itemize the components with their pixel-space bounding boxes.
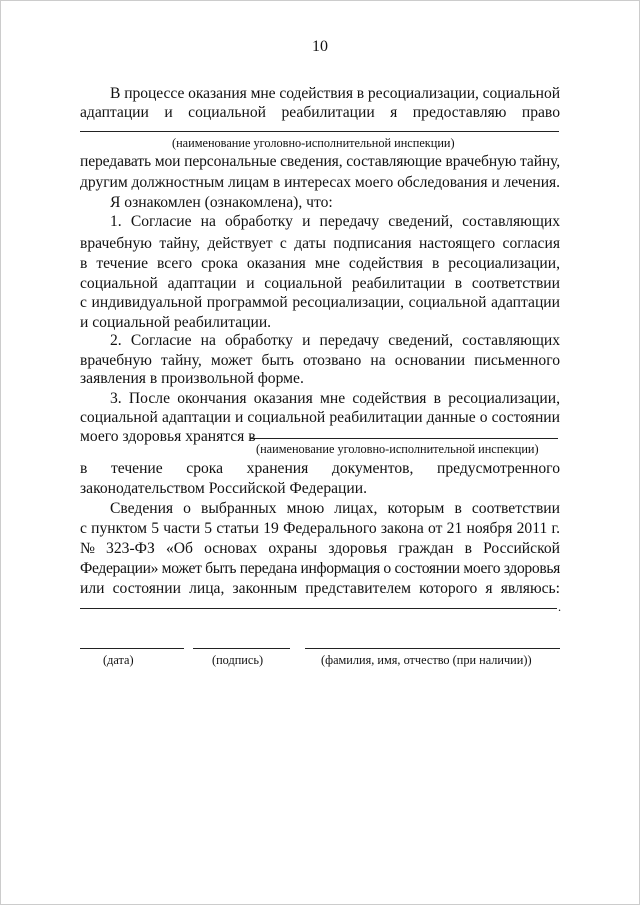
- date-field: [80, 648, 184, 649]
- text-line: 3. После окончания оказания мне содействия в ресоциализации,: [110, 390, 560, 407]
- text-line: передавать мои персональные сведения, составляющие врачебную тайну,: [80, 153, 560, 170]
- text-line: с индивидуальной программой ресоциализации, социальной адаптации: [80, 294, 560, 311]
- inspection-caption-1: (наименование уголовно-исполнительной инспекции): [172, 136, 455, 150]
- text-line: в течение всего срока оказания мне содействия в ресоциализации,: [80, 255, 560, 272]
- inspection-name-field-1: [80, 131, 559, 132]
- text-line: заявления в произвольной форме.: [80, 370, 304, 387]
- text-line: врачебную тайну, может быть отозвано на основании письменного: [80, 352, 560, 369]
- text-line: законодательством Российской Федерации.: [80, 480, 367, 497]
- text-line: или состоянии лица, законным представителем которого я являюсь:: [80, 580, 560, 597]
- text-line: В процессе оказания мне содействия в ресоциализации, социальной: [110, 85, 560, 102]
- text-line: 2. Согласие на обработку и передачу сведений, составляющих: [110, 332, 560, 349]
- date-caption: (дата): [103, 653, 134, 667]
- text-line: социальной адаптации и социальной реабилитации в соответствии: [80, 275, 560, 292]
- inspection-name-field-2: [250, 438, 558, 439]
- full-name-caption: (фамилия, имя, отчество (при наличии)): [321, 653, 532, 667]
- text-line: социальной адаптации и социальной реабилитации данные о состоянии: [80, 409, 560, 426]
- signature-caption: (подпись): [212, 653, 264, 667]
- text-line: 1. Согласие на обработку и передачу сведений, составляющих: [110, 213, 560, 230]
- trusted-persons-field: [80, 608, 557, 609]
- inspection-caption-2: (наименование уголовно-исполнительной инспекции): [256, 442, 539, 456]
- signature-field: [193, 648, 290, 649]
- text-line: Я ознакомлен (ознакомлена), что:: [110, 194, 333, 211]
- text-line: моего здоровья хранятся в: [80, 428, 256, 445]
- text-line: адаптации и социальной реабилитации я предоставляю право: [80, 104, 560, 121]
- period-mark: .: [558, 600, 562, 614]
- text-line: Федерации» может быть передана информация о состоянии моего здоровья: [80, 560, 560, 577]
- text-line: Сведения о выбранных мною лицах, которым в соответствии: [110, 500, 560, 517]
- text-line: и социальной реабилитации.: [80, 314, 272, 331]
- text-line: другим должностным лицам в интересах моего обследования и лечения.: [80, 174, 560, 191]
- text-line: в течение срока хранения документов, предусмотренного: [80, 460, 560, 477]
- page-number: 10: [312, 38, 328, 55]
- text-line: № 323-ФЗ «Об основах охраны здоровья граждан в Российской: [80, 540, 560, 557]
- text-line: врачебную тайну, действует с даты подписания настоящего согласия: [80, 235, 560, 252]
- text-line: с пунктом 5 части 5 статьи 19 Федерального закона от 21 ноября 2011 г.: [80, 520, 560, 537]
- full-name-field: [305, 648, 560, 649]
